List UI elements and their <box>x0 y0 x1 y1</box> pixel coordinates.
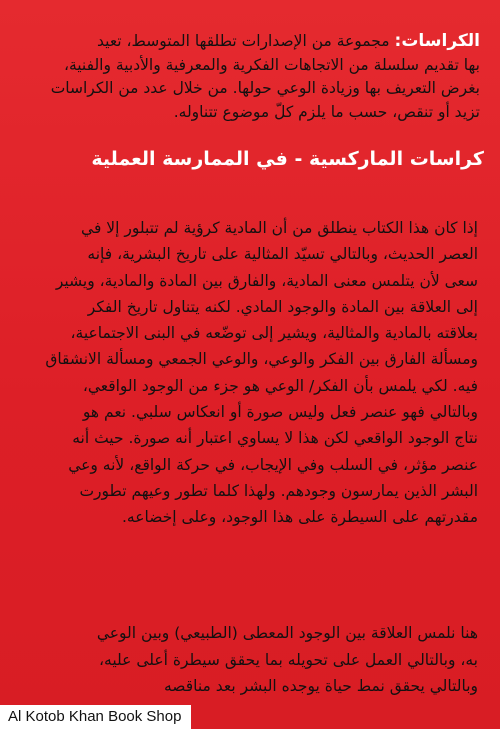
paragraph-line: هنا نلمس العلاقة بين الوجود المعطى (الطبيعي) وبين الوعي <box>96 624 478 642</box>
paragraph-line: البشر الذين يمارسون وجودهم. ولهذا كلما تطور وعيهم تطورت <box>79 481 478 500</box>
book-title-heading: كراسات الماركسية - في الممارسة العملية <box>91 148 484 170</box>
paragraph-line: سعى لأن يتلمس معنى المادية، والفارق بين المادة والمادية، ويشير <box>55 271 478 290</box>
intro-line: بها تقديم سلسلة من الاتجاهات الفكرية والمعرفية والأدبية والفنية، <box>63 55 480 74</box>
paragraph-line: نتاج الوجود الواقعي لكن هذا لا يساوي اعتبار أنه صورة. حيث أنه <box>72 429 478 448</box>
paragraph-line: مقدرتهم على السيطرة على هذا الوجود، وعلى إخضاعه. <box>121 508 478 527</box>
description-paragraph <box>18 215 478 531</box>
shop-watermark: Al Kotob Khan Book Shop <box>0 705 191 729</box>
series-intro <box>24 30 480 124</box>
intro-first-line <box>24 30 480 54</box>
intro-line: مجموعة من الإصدارات تطلقها المتوسط، تعيد <box>97 32 390 50</box>
paragraph-line: إلى العلاقة بين المادة والوجود المادي. لكنه يتناول تاريخ الفكر <box>87 297 478 316</box>
paragraph-line: وبالتالي يحقق نمط حياة يوجده البشر بعد مناقصه <box>164 677 478 695</box>
paragraph-line: وبالتالي فهو عنصر فعل وليس صورة أو انعكاس سلبي. نعم هو <box>82 403 478 422</box>
paragraph-line: عنصر مؤثر، في السلب وفي الإيجاب، في حركة الواقع، لأنه وعي <box>68 455 478 474</box>
paragraph-line: به، وبالتالي العمل على تحويله بما يحقق سيطرة أعلى عليه، <box>99 650 478 669</box>
paragraph-line: العصر الحديث، وبالتالي تسيّد المثالية على تاريخ البشرية، فإنه <box>87 245 478 264</box>
paragraph-line: فيه. لكي يلمس بأن الفكر/ الوعي هو جزء من الوجود الواقعي، <box>82 376 478 395</box>
series-label: الكراسات: <box>394 31 480 51</box>
second-paragraph <box>18 620 478 700</box>
intro-line: بغرض التعريف بها وزيادة الوعي حولها. من خلال عدد من الكراسات <box>50 79 480 97</box>
paragraph-line: إذا كان هذا الكتاب ينطلق من أن المادية كرؤية لم تتبلور إلا في <box>81 219 478 237</box>
intro-line: تزيد أو تنقص، حسب ما يلزم كلّ موضوع تتناوله. <box>173 102 480 121</box>
paragraph-line: بعلاقته بالمادية والمثالية، ويشير إلى توضّعه في البنى الاجتماعية، <box>70 324 478 343</box>
paragraph-line: ومسألة الفارق بين الفكر والوعي، والوعي الجمعي ومسألة الانشقاق <box>45 350 478 369</box>
